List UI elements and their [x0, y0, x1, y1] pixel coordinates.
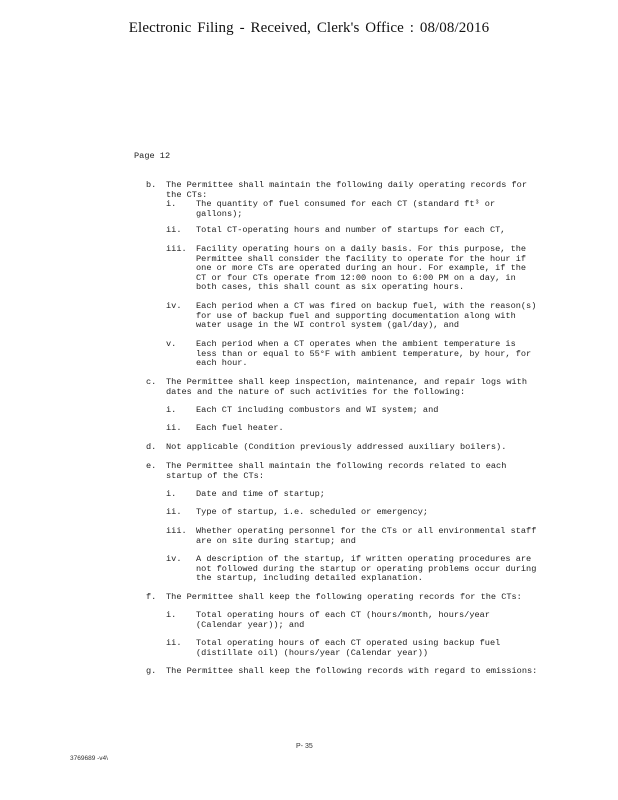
item-e-text: The Permittee shall maintain the following records related to each startup of the CTs:: [166, 461, 507, 481]
item-e-ii-text: Type of startup, i.e. scheduled or emergency;: [196, 507, 429, 517]
item-b-iv-text: Each period when a CT was fired on backup fuel, with the reason(s) for use of backup fuel and supporting documentation along with water usage in the WI control system (gal/day), and: [196, 301, 537, 331]
item-b-text: The Permittee shall maintain the following daily operating records for the CTs:: [166, 180, 527, 200]
filing-stamp-header: Electronic Filing - Received, Clerk's Office : 08/08/2016: [128, 20, 490, 36]
item-e-iii-text: Whether operating personnel for the CTs or all environmental staff are on site during startup; and: [196, 526, 537, 546]
item-f-ii-marker: ii.: [166, 638, 182, 648]
item-c-i-text: Each CT including combustors and WI system; and: [196, 405, 439, 415]
item-b-iii-marker: iii.: [166, 244, 187, 254]
item-e-ii-marker: ii.: [166, 507, 182, 517]
item-e-iv-marker: iv.: [166, 554, 182, 564]
item-c-ii-text: Each fuel heater.: [196, 423, 284, 433]
item-e-iv-text: A description of the startup, if written operating procedures are not followed during the startup or operating problems occur during the startup, including detailed explanation.: [196, 554, 537, 584]
item-b-i-marker: i.: [166, 199, 177, 209]
page-label: Page 12: [134, 151, 171, 161]
item-b-ii-marker: ii.: [166, 225, 182, 235]
item-b-marker: b.: [146, 180, 157, 190]
item-b-iii-text: Facility operating hours on a daily basis. For this purpose, the Permittee shall consider the facility to operate for the hour if one or more CTs are operated during an hour. For example, if the CT or four CTs operate from 12:00 noon to 6:00 PM on a day, in both cases, this shall count as six operating hours.: [196, 244, 527, 293]
item-c-text: The Permittee shall keep inspection, maintenance, and repair logs with dates and the nature of such activities for the following:: [166, 377, 527, 397]
item-f-marker: f.: [146, 592, 157, 602]
item-b-v-marker: v.: [166, 339, 177, 349]
item-f-text: The Permittee shall keep the following operating records for the CTs:: [166, 592, 522, 602]
item-d-text: Not applicable (Condition previously addressed auxiliary boilers).: [166, 442, 507, 452]
item-b-ii-text: Total CT-operating hours and number of startups for each CT,: [196, 225, 506, 235]
item-f-i-text: Total operating hours of each CT (hours/month, hours/year (Calendar year)); and: [196, 610, 490, 630]
item-c-ii-marker: ii.: [166, 423, 182, 433]
item-e-marker: e.: [146, 461, 157, 471]
item-b-i-text: The quantity of fuel consumed for each CT (standard ft³ or gallons);: [196, 199, 496, 219]
footer-document-id: 3769689 -v4\: [70, 755, 108, 762]
item-g-text: The Permittee shall keep the following records with regard to emissions:: [166, 666, 538, 676]
item-b-v-text: Each period when a CT operates when the ambient temperature is less than or equal to 55°F with ambient temperature, by hour, for each hour.: [196, 339, 532, 369]
item-g-marker: g.: [146, 666, 157, 676]
item-d-marker: d.: [146, 442, 157, 452]
item-f-i-marker: i.: [166, 610, 177, 620]
item-c-i-marker: i.: [166, 405, 177, 415]
item-f-ii-text: Total operating hours of each CT operated using backup fuel (distillate oil) (hours/year (Calendar year)): [196, 638, 501, 658]
footer-page-number: P- 35: [296, 743, 313, 750]
item-e-iii-marker: iii.: [166, 526, 187, 536]
item-e-i-text: Date and time of startup;: [196, 489, 325, 499]
item-c-marker: c.: [146, 377, 157, 387]
item-b-iv-marker: iv.: [166, 301, 182, 311]
item-e-i-marker: i.: [166, 489, 177, 499]
